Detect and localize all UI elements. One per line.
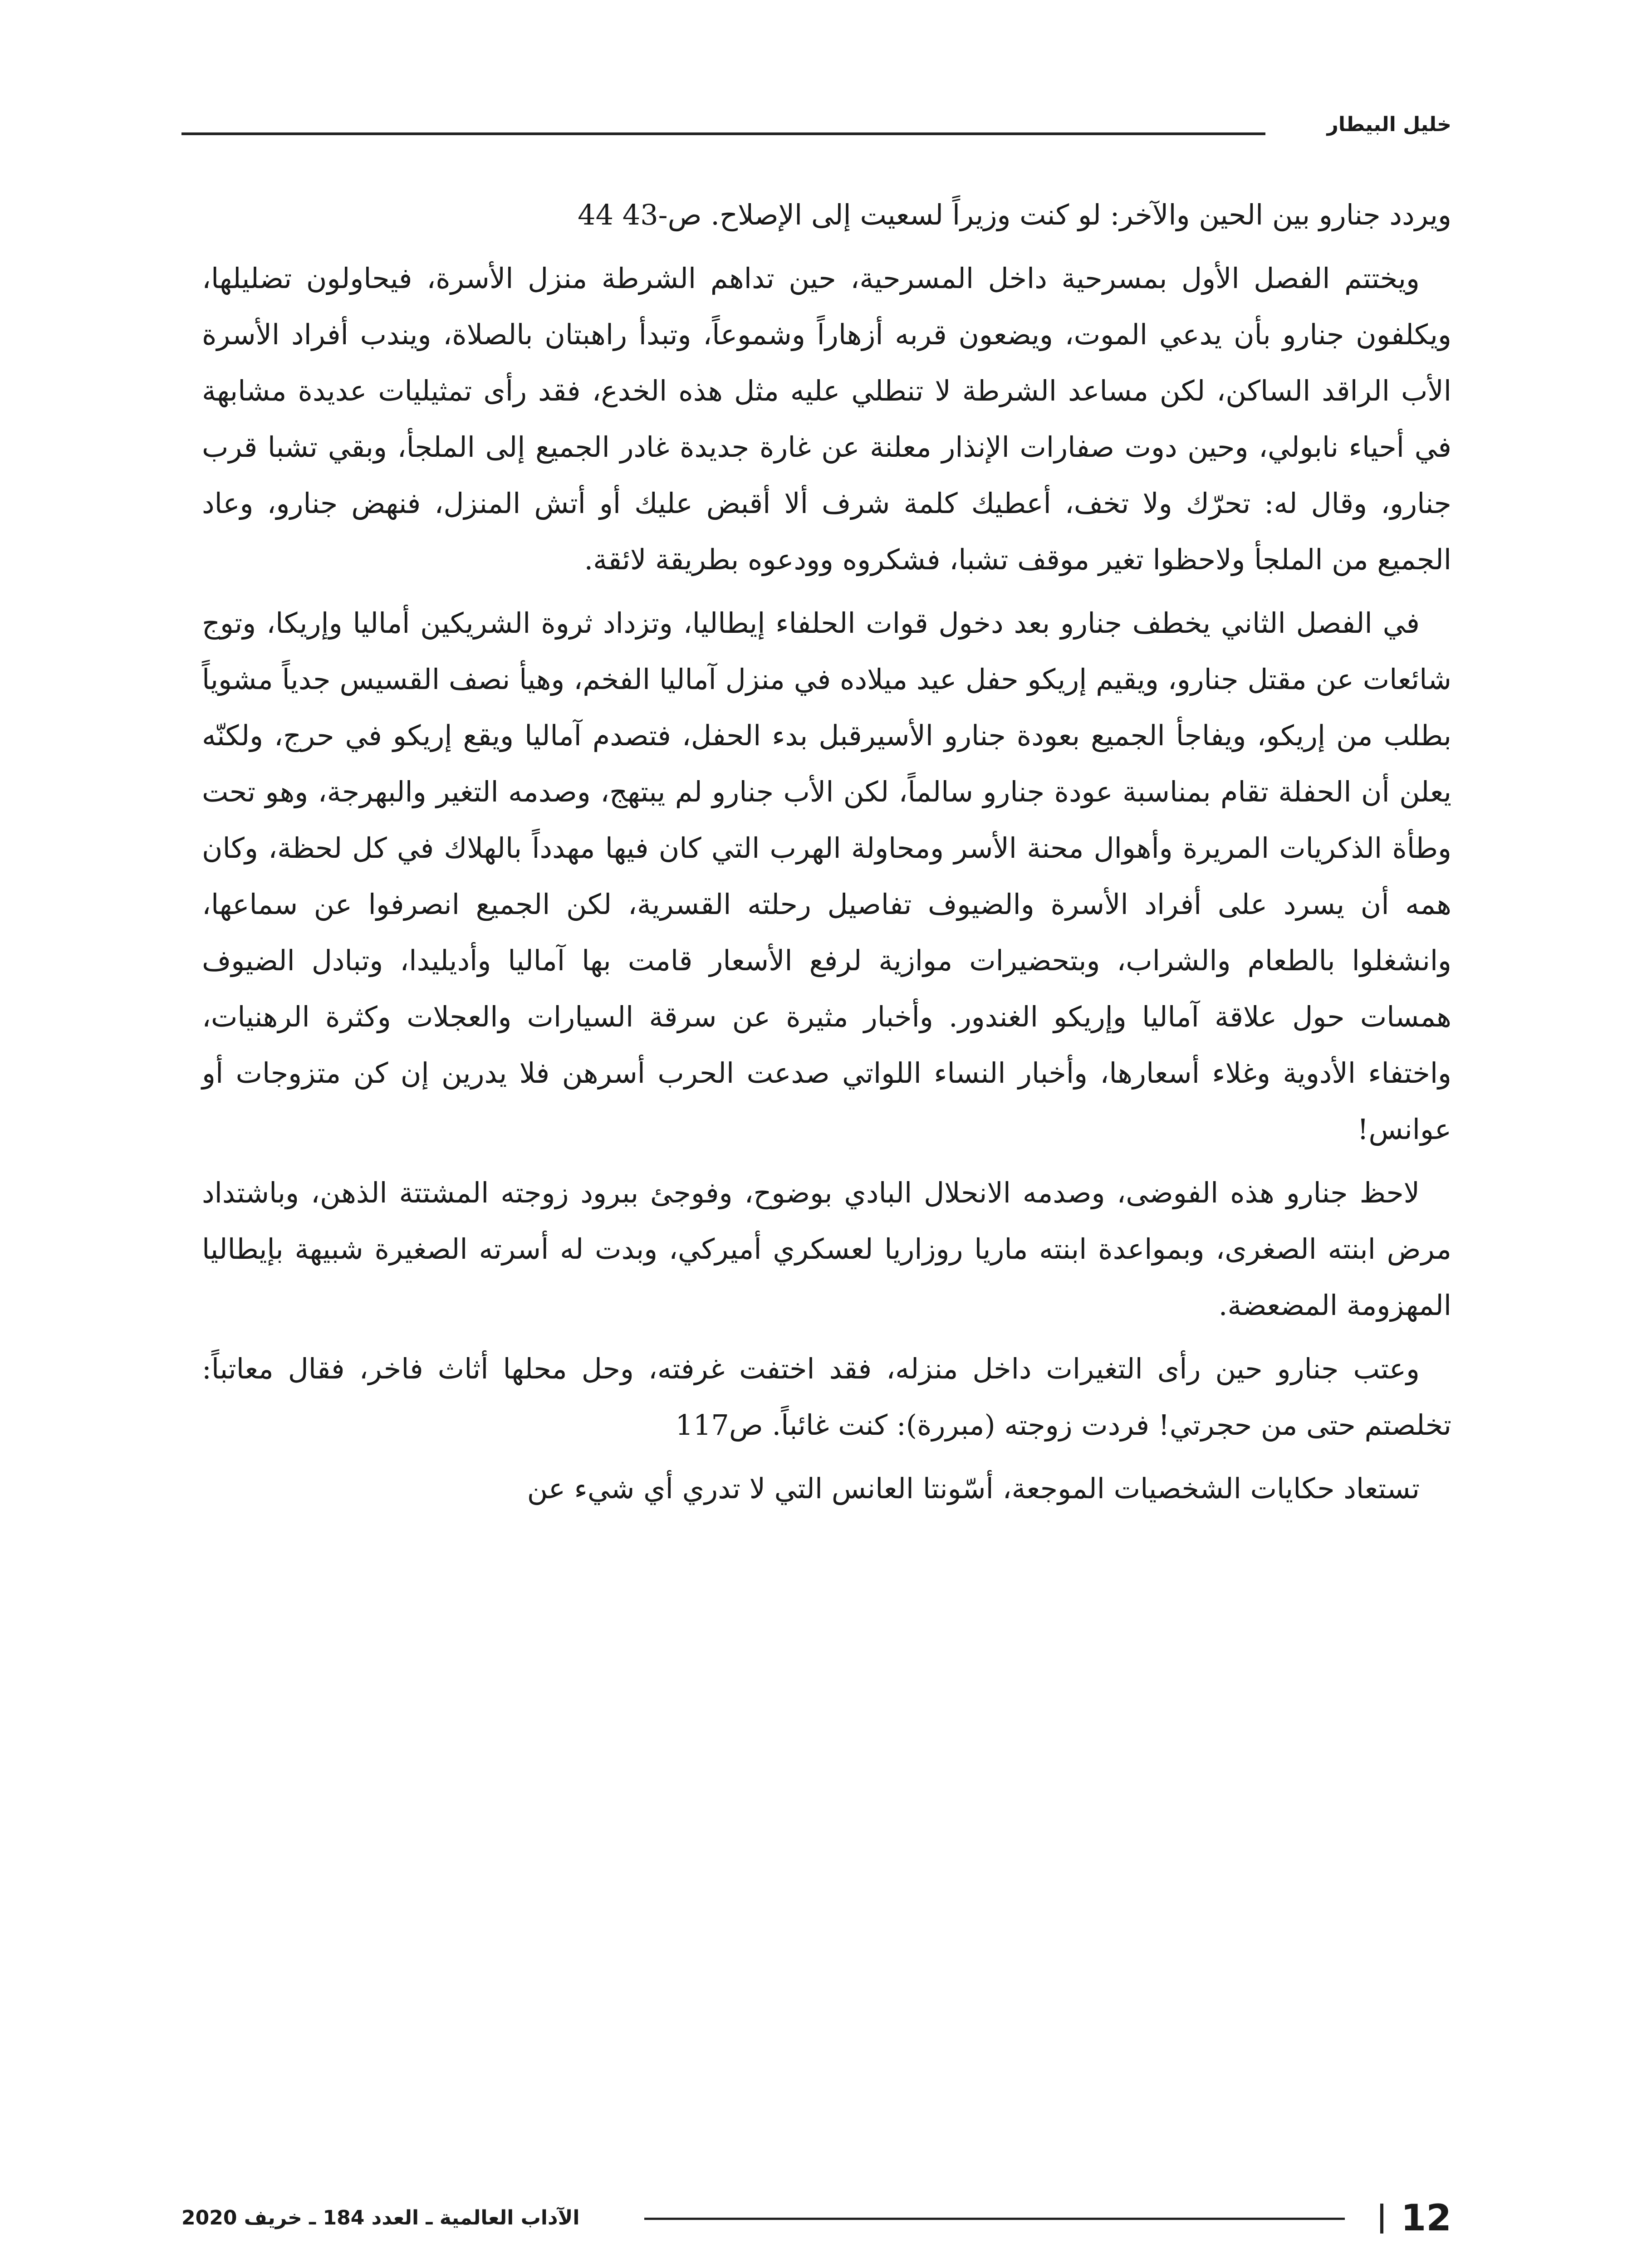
header-author: خليل البيطار: [1327, 113, 1451, 136]
running-header: [181, 107, 1451, 143]
journal-issue: الآداب العالمية ـ العدد 184 ـ خريف 2020: [181, 2206, 580, 2229]
body-paragraph: ويردد جنارو بين الحين والآخر: لو كنت وزيراً لسعيت إلى الإصلاح. ص-43 44: [578, 198, 1451, 231]
footer-separator-bar: [1380, 2204, 1383, 2234]
page-number: 12: [1401, 2197, 1451, 2239]
body-paragraph: تستعاد حكايات الشخصيات الموجعة، أسّونتا العانس التي لا تدري أي شيء عن: [527, 1472, 1420, 1505]
running-footer: [181, 2195, 1451, 2241]
header-rule: [181, 132, 1265, 135]
body-paragraph: لاحظ جنارو هذه الفوضى، وصدمه الانحلال البادي بوضوح، وفوجئ ببرود زوجته المشتتة الذهن، وباشتداد مرض ابنته الصغرى، وبمواعدة ابنته ماريا روزاريا لعسكري أميركي، وبدت له أسرته الصغيرة شبيهة بإيطاليا المهزومة المضعضة.: [202, 1176, 1451, 1322]
body-paragraph: في الفصل الثاني يخطف جنارو بعد دخول قوات الحلفاء إيطاليا، وتزداد ثروة الشريكين أماليا وإريكا، وتوج شائعات عن مقتل جنارو، ويقيم إريكو حفل عيد ميلاده في منزل آماليا الفخم، وهيأ نصف القسيس جدياً مشوياً بطلب من إريكو، ويفاجأ الجميع بعودة جنارو الأسيرقبل بدء الحفل، فتصدم آماليا ويقع إريكو في حرج، ولكنّه يعلن أن الحفلة تقام بمناسبة عودة جنارو سالماً، لكن الأب جنارو لم يبتهج، وصدمه التغير والبهرجة، وهو تحت وطأة الذكريات المريرة وأهوال محنة الأسر ومحاولة الهرب التي كان فيها مهدداً بالهلاك في كل لحظة، وكان همه أن يسرد على أفراد الأسرة والضيوف تفاصيل رحلته القسرية، لكن الجميع انصرفوا عن سماعها، وانشغلوا بالطعام والشراب، وبتحضيرات موازية لرفع الأسعار قامت بها آماليا وأديليدا، وتبادل الضيوف همسات حول علاقة آماليا وإريكو الغندور. وأخبار مثيرة عن سرقة السيارات والعجلات وكثرة الرهنيات، واختفاء الأدوية وغلاء أسعارها، وأخبار النساء اللواتي صدعت الحرب أسرهن فلا يدرين إن كن متزوجات أو عوانس!: [202, 606, 1452, 1146]
body-paragraph: وعتب جنارو حين رأى التغيرات داخل منزله، فقد اختفت غرفته، وحل محلها أثاث فاخر، فقال معاتباً: تخلصتم حتى من حجرتي! فردت زوجته (مبررة): كنت غائباً. ص117: [202, 1352, 1451, 1442]
article-body: [202, 187, 1451, 1524]
footer-rule: [644, 2218, 1345, 2220]
body-paragraph: ويختتم الفصل الأول بمسرحية داخل المسرحية، حين تداهم الشرطة منزل الأسرة، فيحاولون تضليلها، ويكلفون جنارو بأن يدعي الموت، ويضعون قربه أزهاراً وشموعاً، وتبدأ راهبتان بالصلاة، ويندب أفراد الأسرة الأب الراقد الساكن، لكن مساعد الشرطة لا تنطلي عليه مثل هذه الخدع، فقد رأى تمثيليات عديدة مشابهة في أحياء نابولي، وحين دوت صفارات الإنذار معلنة عن غارة جديدة غادر الجميع إلى الملجأ، وبقي تشبا قرب جنارو، وقال له: تحرّك ولا تخف، أعطيك كلمة شرف ألا أقبض عليك أو أتش المنزل، فنهض جنارو، وعاد الجميع من الملجأ ولاحظوا تغير موقف تشبا، فشكروه وودعوه بطريقة لائقة.: [202, 262, 1452, 576]
